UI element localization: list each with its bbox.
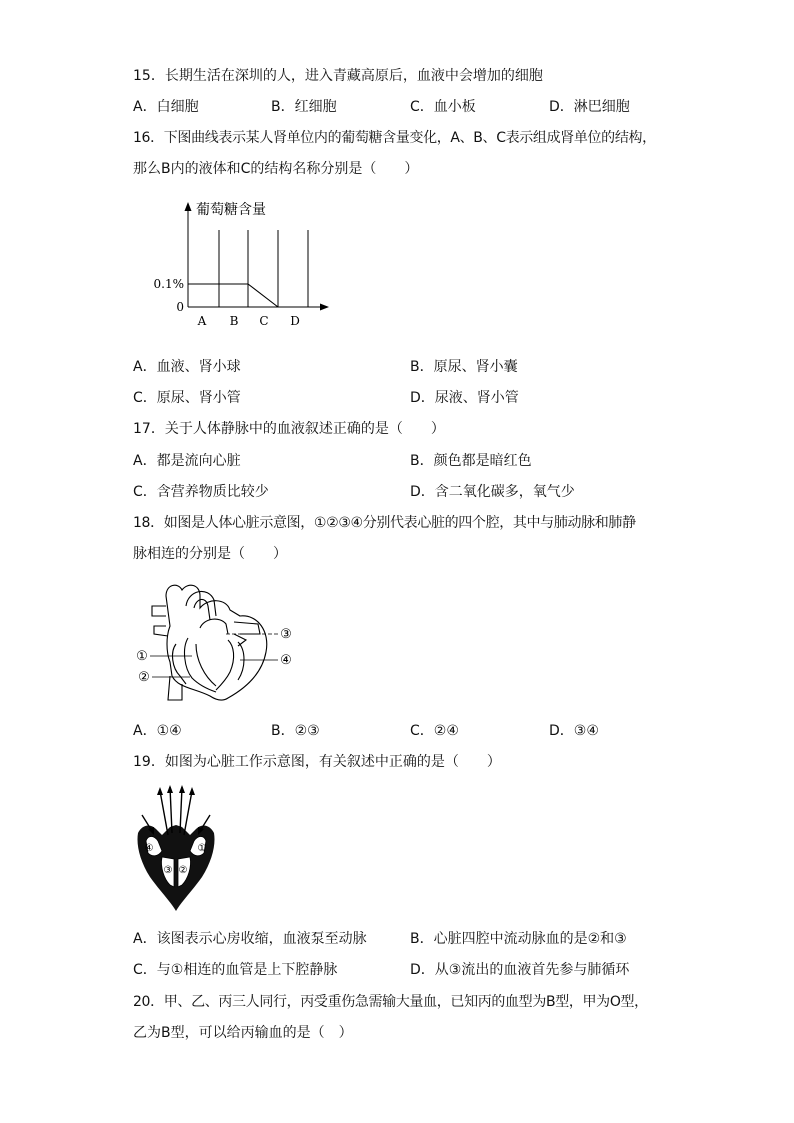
- right-atrium-wall: [173, 644, 186, 684]
- q19-option-c: C．与①相连的血管是上下腔静脉: [133, 962, 338, 978]
- x-label-d: D: [290, 314, 300, 328]
- q18-option-a: A．①④: [133, 723, 182, 739]
- q15-option-d: D．淋巴细胞: [549, 99, 630, 115]
- x-label-b: B: [229, 314, 239, 328]
- q18-option-c: C．②④: [410, 723, 459, 739]
- vena-cava-superior: [152, 606, 166, 616]
- x-axis-arrow-icon: [320, 304, 329, 311]
- q15-option-c: C．血小板: [410, 99, 476, 115]
- q16-option-a: A．血液、肾小球: [133, 359, 241, 375]
- vena-cava-branch: [154, 626, 168, 636]
- q19-option-d: D．从③流出的血液首先参与肺循环: [410, 962, 630, 978]
- y-tick-label: 0.1%: [153, 277, 184, 291]
- glucose-chart: [140, 190, 340, 340]
- artery-left: [160, 791, 168, 835]
- arrow-up-4-icon: [189, 787, 195, 795]
- q20-stem-line1: 20．甲、乙、丙三人同行，丙受重伤急需输大量血，已知丙的血型为B型，甲为O型，: [133, 994, 648, 1010]
- y-axis-label: 葡萄糖含量: [196, 202, 266, 218]
- q18-stem-line1: 18．如图是人体心脏示意图，①②③④分别代表心脏的四个腔，其中与肺动脉和肺静: [133, 515, 636, 531]
- heart-label-2: ②: [138, 670, 150, 685]
- arrow-up-2-icon: [167, 785, 173, 793]
- y-axis-arrow-icon: [185, 202, 192, 211]
- q16-stem-line2: 那么B内的液体和C的结构名称分别是（ ）: [133, 161, 419, 177]
- heart-diagram: [130, 576, 300, 706]
- heart-pump-svg: [130, 785, 225, 915]
- glucose-chart-svg: [140, 190, 340, 340]
- q18-option-d: D．③④: [549, 723, 599, 739]
- left-ventricle-wall: [216, 640, 234, 690]
- right-ventricle-wall: [196, 644, 216, 686]
- x-label-a: A: [197, 314, 207, 328]
- q19-option-a: A．该图表示心房收缩，血液泵至动脉: [133, 931, 367, 947]
- origin-label: 0: [176, 300, 184, 314]
- artery-mid-right: [180, 787, 182, 833]
- q17-option-a: A．都是流向心脏: [133, 453, 241, 469]
- q18-option-b: B．②③: [271, 723, 320, 739]
- heart-label-4: ④: [280, 653, 292, 668]
- arrow-up-1-icon: [157, 787, 163, 795]
- q17-option-b: B．颜色都是暗红色: [410, 453, 532, 469]
- q15-option-b: B．红细胞: [271, 99, 337, 115]
- heart-label-3: ③: [280, 627, 292, 642]
- pump-label-2: ②: [178, 865, 188, 876]
- arrow-up-3-icon: [179, 785, 185, 793]
- q18-stem-line2: 脉相连的分别是（ ）: [133, 546, 287, 562]
- artery-mid-left: [170, 787, 172, 833]
- pulmonary-veins: [234, 622, 260, 634]
- heart-diagram-svg: [130, 576, 300, 706]
- q16-option-b: B．原尿、肾小囊: [410, 359, 518, 375]
- q19-stem: 19．如图为心脏工作示意图，有关叙述中正确的是（ ）: [133, 754, 501, 770]
- pump-label-3: ③: [163, 865, 173, 876]
- aorta-arch: [186, 591, 216, 616]
- q17-stem: 17．关于人体静脉中的血液叙述正确的是（ ）: [133, 421, 445, 437]
- q20-stem-line2: 乙为B型，可以给丙输血的是（ ）: [133, 1025, 353, 1041]
- q16-option-c: C．原尿、肾小管: [133, 390, 241, 406]
- q19-option-b: B．心脏四腔中流动脉血的是②和③: [410, 931, 627, 947]
- q15-option-a: A．白细胞: [133, 99, 199, 115]
- pump-label-4: ④: [144, 843, 154, 854]
- heart-outline: [166, 585, 267, 700]
- pump-label-1: ①: [197, 843, 207, 854]
- heart-label-1: ①: [136, 649, 148, 664]
- x-label-c: C: [259, 314, 269, 328]
- q16-stem-line1: 16．下图曲线表示某人肾单位内的葡萄糖含量变化，A、B、C表示组成肾单位的结构，: [133, 130, 656, 146]
- heart-pump-diagram: [130, 785, 225, 915]
- pulmonary-artery: [200, 619, 228, 634]
- left-ventricle-outer: [238, 642, 244, 680]
- q15-stem: 15．长期生活在深圳的人，进入青藏高原后，血液中会增加的细胞: [133, 68, 543, 84]
- artery-right: [184, 791, 192, 835]
- q17-option-c: C．含营养物质比较少: [133, 484, 269, 500]
- q17-option-d: D．含二氧化碳多，氧气少: [410, 484, 575, 500]
- q16-option-d: D．尿液、肾小管: [410, 390, 519, 406]
